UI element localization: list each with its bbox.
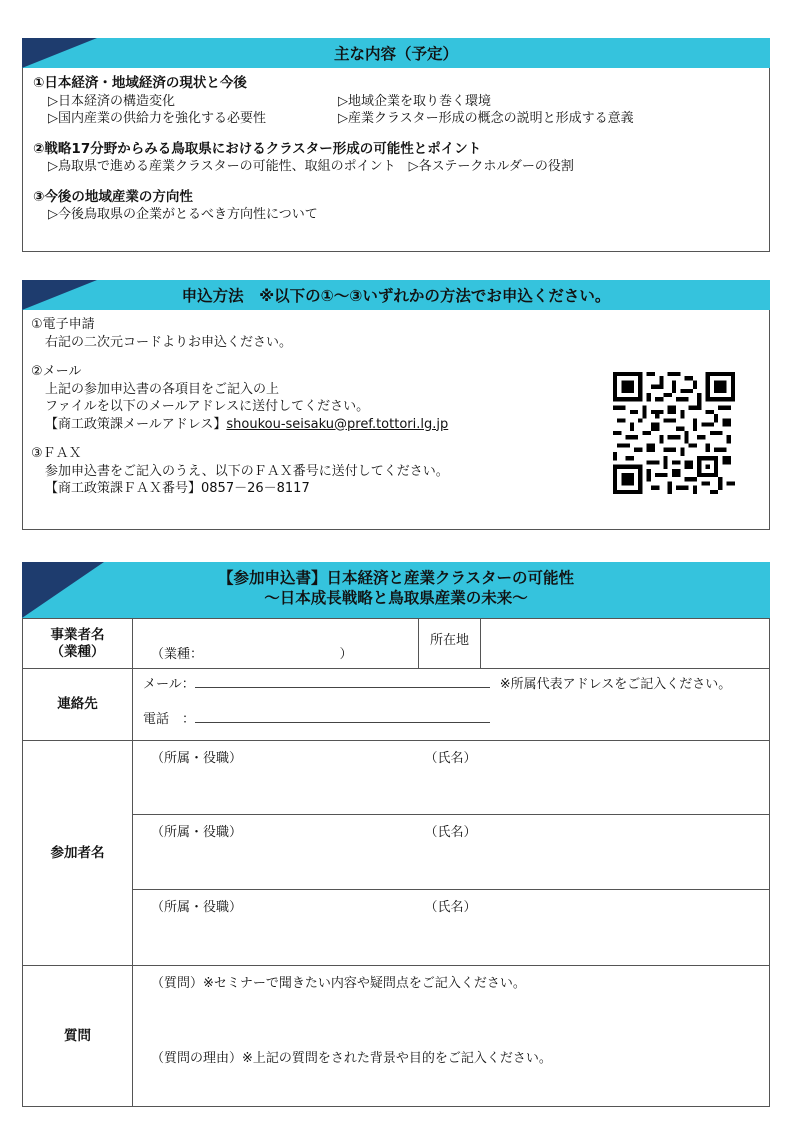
reason-prompt: （質問の理由）※上記の質問をされた背景や目的をご記入ください。: [151, 1051, 552, 1066]
participant-row[interactable]: [133, 741, 770, 815]
industry-text: （業種： ）: [151, 647, 353, 662]
section-header-contents: [22, 38, 770, 68]
contact-field: [133, 669, 770, 741]
affiliation-label: （所属・役職）: [151, 900, 243, 915]
fax-number: 【商工政策課ＦＡＸ番号】0857－26－8117: [45, 481, 310, 496]
tel-label: 電話 ：: [143, 712, 196, 727]
item-point: ▷今後鳥取県の企業がとるべき方向性について: [48, 207, 318, 222]
question-field[interactable]: [133, 966, 770, 1107]
method-line: 上記の参加申込書の各項目をご記入の上: [45, 381, 280, 397]
company-label: [23, 619, 133, 669]
section-header-application: [22, 280, 770, 310]
item-point: ▷日本経済の構造変化: [48, 93, 175, 109]
application-form: [22, 618, 770, 1107]
location-label: [419, 619, 481, 669]
contents-item: [33, 141, 769, 176]
name-label: （氏名）: [424, 751, 477, 766]
method-online: [31, 316, 769, 351]
method-heading: ①電子申請: [31, 317, 95, 332]
method-line: 右記の二次元コードよりお申込ください。: [45, 334, 293, 350]
name-label: （氏名）: [424, 825, 477, 840]
item-heading: ②戦略17分野からみる鳥取県におけるクラスター形成の可能性とポイント: [33, 140, 482, 157]
contact-label: 連絡先: [23, 669, 133, 741]
item-point: ▷地域企業を取り巻く環境: [338, 93, 491, 109]
company-field[interactable]: [133, 619, 419, 669]
participant-label: 参加者名: [23, 741, 133, 966]
header-accent-triangle: [22, 38, 97, 68]
item-point: ▷産業クラスター形成の概念の説明と形成する意義: [338, 111, 634, 126]
tel-input[interactable]: [195, 710, 490, 723]
participant-row[interactable]: [133, 815, 770, 890]
item-point: ▷鳥取県で進める産業クラスターの可能性、取組のポイント ▷各ステークホルダーの役割: [48, 159, 574, 174]
mail-note: ※所属代表アドレスをご記入ください。: [499, 677, 732, 692]
contents-item: [33, 75, 769, 128]
method-line: 参加申込書をご記入のうえ、以下のＦＡＸ番号に送付してください。: [45, 463, 449, 479]
method-heading: ③ＦＡＸ: [31, 446, 82, 461]
contents-box: [22, 68, 770, 252]
header-accent-triangle: [22, 280, 97, 310]
form-title: 【参加申込書】日本経済と産業クラスターの可能性: [217, 569, 575, 587]
form-subtitle: ～日本成長戦略と鳥取県産業の未来～: [264, 589, 528, 607]
participant-row[interactable]: [133, 890, 770, 966]
location-label-text: 所在地: [429, 633, 469, 648]
qr-code-icon[interactable]: [613, 372, 735, 494]
tel-row: [143, 710, 769, 729]
mail-row: [143, 675, 769, 694]
mail-label: メール：: [143, 677, 195, 692]
location-field[interactable]: [481, 619, 770, 669]
question-label: 質問: [23, 966, 133, 1107]
form-header: [22, 562, 770, 618]
affiliation-label: （所属・役職）: [151, 825, 243, 840]
item-heading: ③今後の地域産業の方向性: [33, 188, 193, 205]
item-point: ▷国内産業の供給力を強化する必要性: [48, 111, 266, 126]
name-label: （氏名）: [424, 900, 477, 915]
email-label: 【商工政策課メールアドレス】: [45, 416, 227, 432]
section-title: 申込方法 ※以下の①～③いずれかの方法でお申込ください。: [181, 287, 611, 305]
section-title: 主な内容（予定）: [333, 45, 458, 63]
item-row: [33, 110, 769, 128]
mail-input[interactable]: [195, 675, 490, 688]
method-line: ファイルを以下のメールアドレスに送付してください。: [45, 399, 370, 414]
question-prompt: （質問）※セミナーで聞きたい内容や疑問点をご記入ください。: [151, 976, 526, 991]
company-label-text: 事業者名 （業種）: [50, 626, 105, 660]
contents-item: [33, 189, 769, 224]
application-box: [22, 310, 770, 530]
method-heading: ②メール: [31, 364, 82, 379]
email-link[interactable]: shoukou-seisaku@pref.tottori.lg.jp: [226, 416, 449, 432]
item-row: [33, 93, 769, 111]
item-heading: ①日本経済・地域経済の現状と今後: [33, 75, 247, 91]
affiliation-label: （所属・役職）: [151, 751, 243, 766]
